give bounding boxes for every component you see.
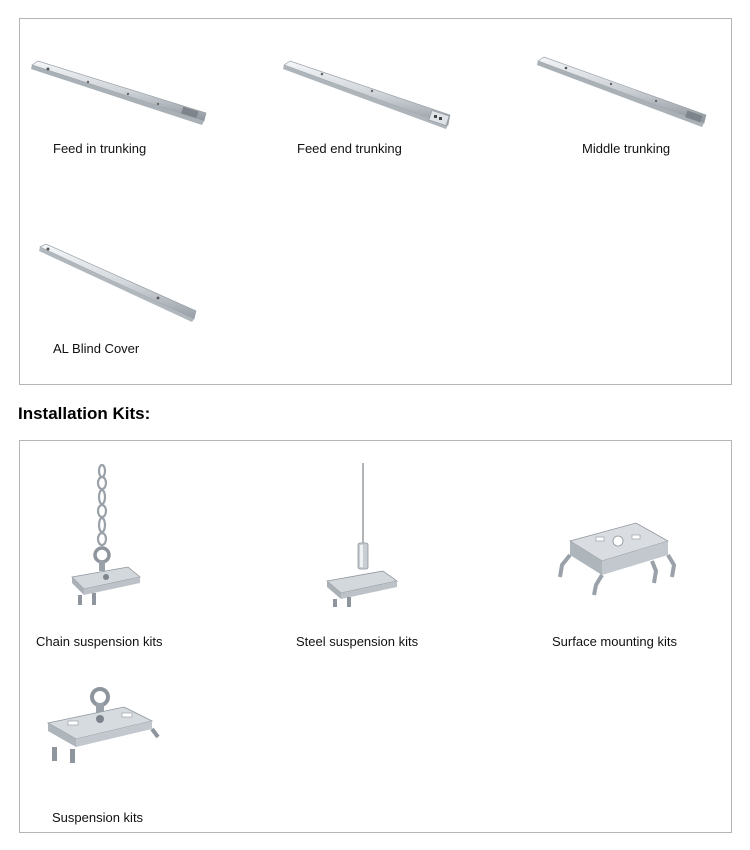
chain-suspension-kit-icon — [60, 459, 160, 609]
chain-suspension-kits-label: Chain suspension kits — [36, 634, 163, 649]
blind-cover-rail-icon — [38, 243, 208, 323]
al-blind-cover-label: AL Blind Cover — [53, 341, 140, 356]
trunking-products-panel — [19, 18, 732, 385]
feed-end-trunking-rail-icon — [282, 59, 462, 139]
middle-trunking-label: Middle trunking — [582, 141, 671, 156]
installation-kits-panel — [19, 440, 732, 833]
installation-kits-heading: Installation Kits: — [18, 404, 151, 423]
steel-suspension-kit-icon — [317, 459, 417, 609]
steel-suspension-kits-label: Steel suspension kits — [296, 634, 419, 649]
suspension-kits-label: Suspension kits — [52, 810, 144, 825]
suspension-kit-icon — [42, 681, 172, 781]
surface-mounting-kit-icon — [556, 519, 686, 609]
surface-mounting-kits-label: Surface mounting kits — [552, 634, 678, 649]
feed-end-trunking-label: Feed end trunking — [297, 141, 402, 156]
feed-in-trunking-rail-icon — [28, 59, 218, 139]
middle-trunking-rail-icon — [536, 55, 716, 135]
feed-in-trunking-label: Feed in trunking — [53, 141, 147, 156]
